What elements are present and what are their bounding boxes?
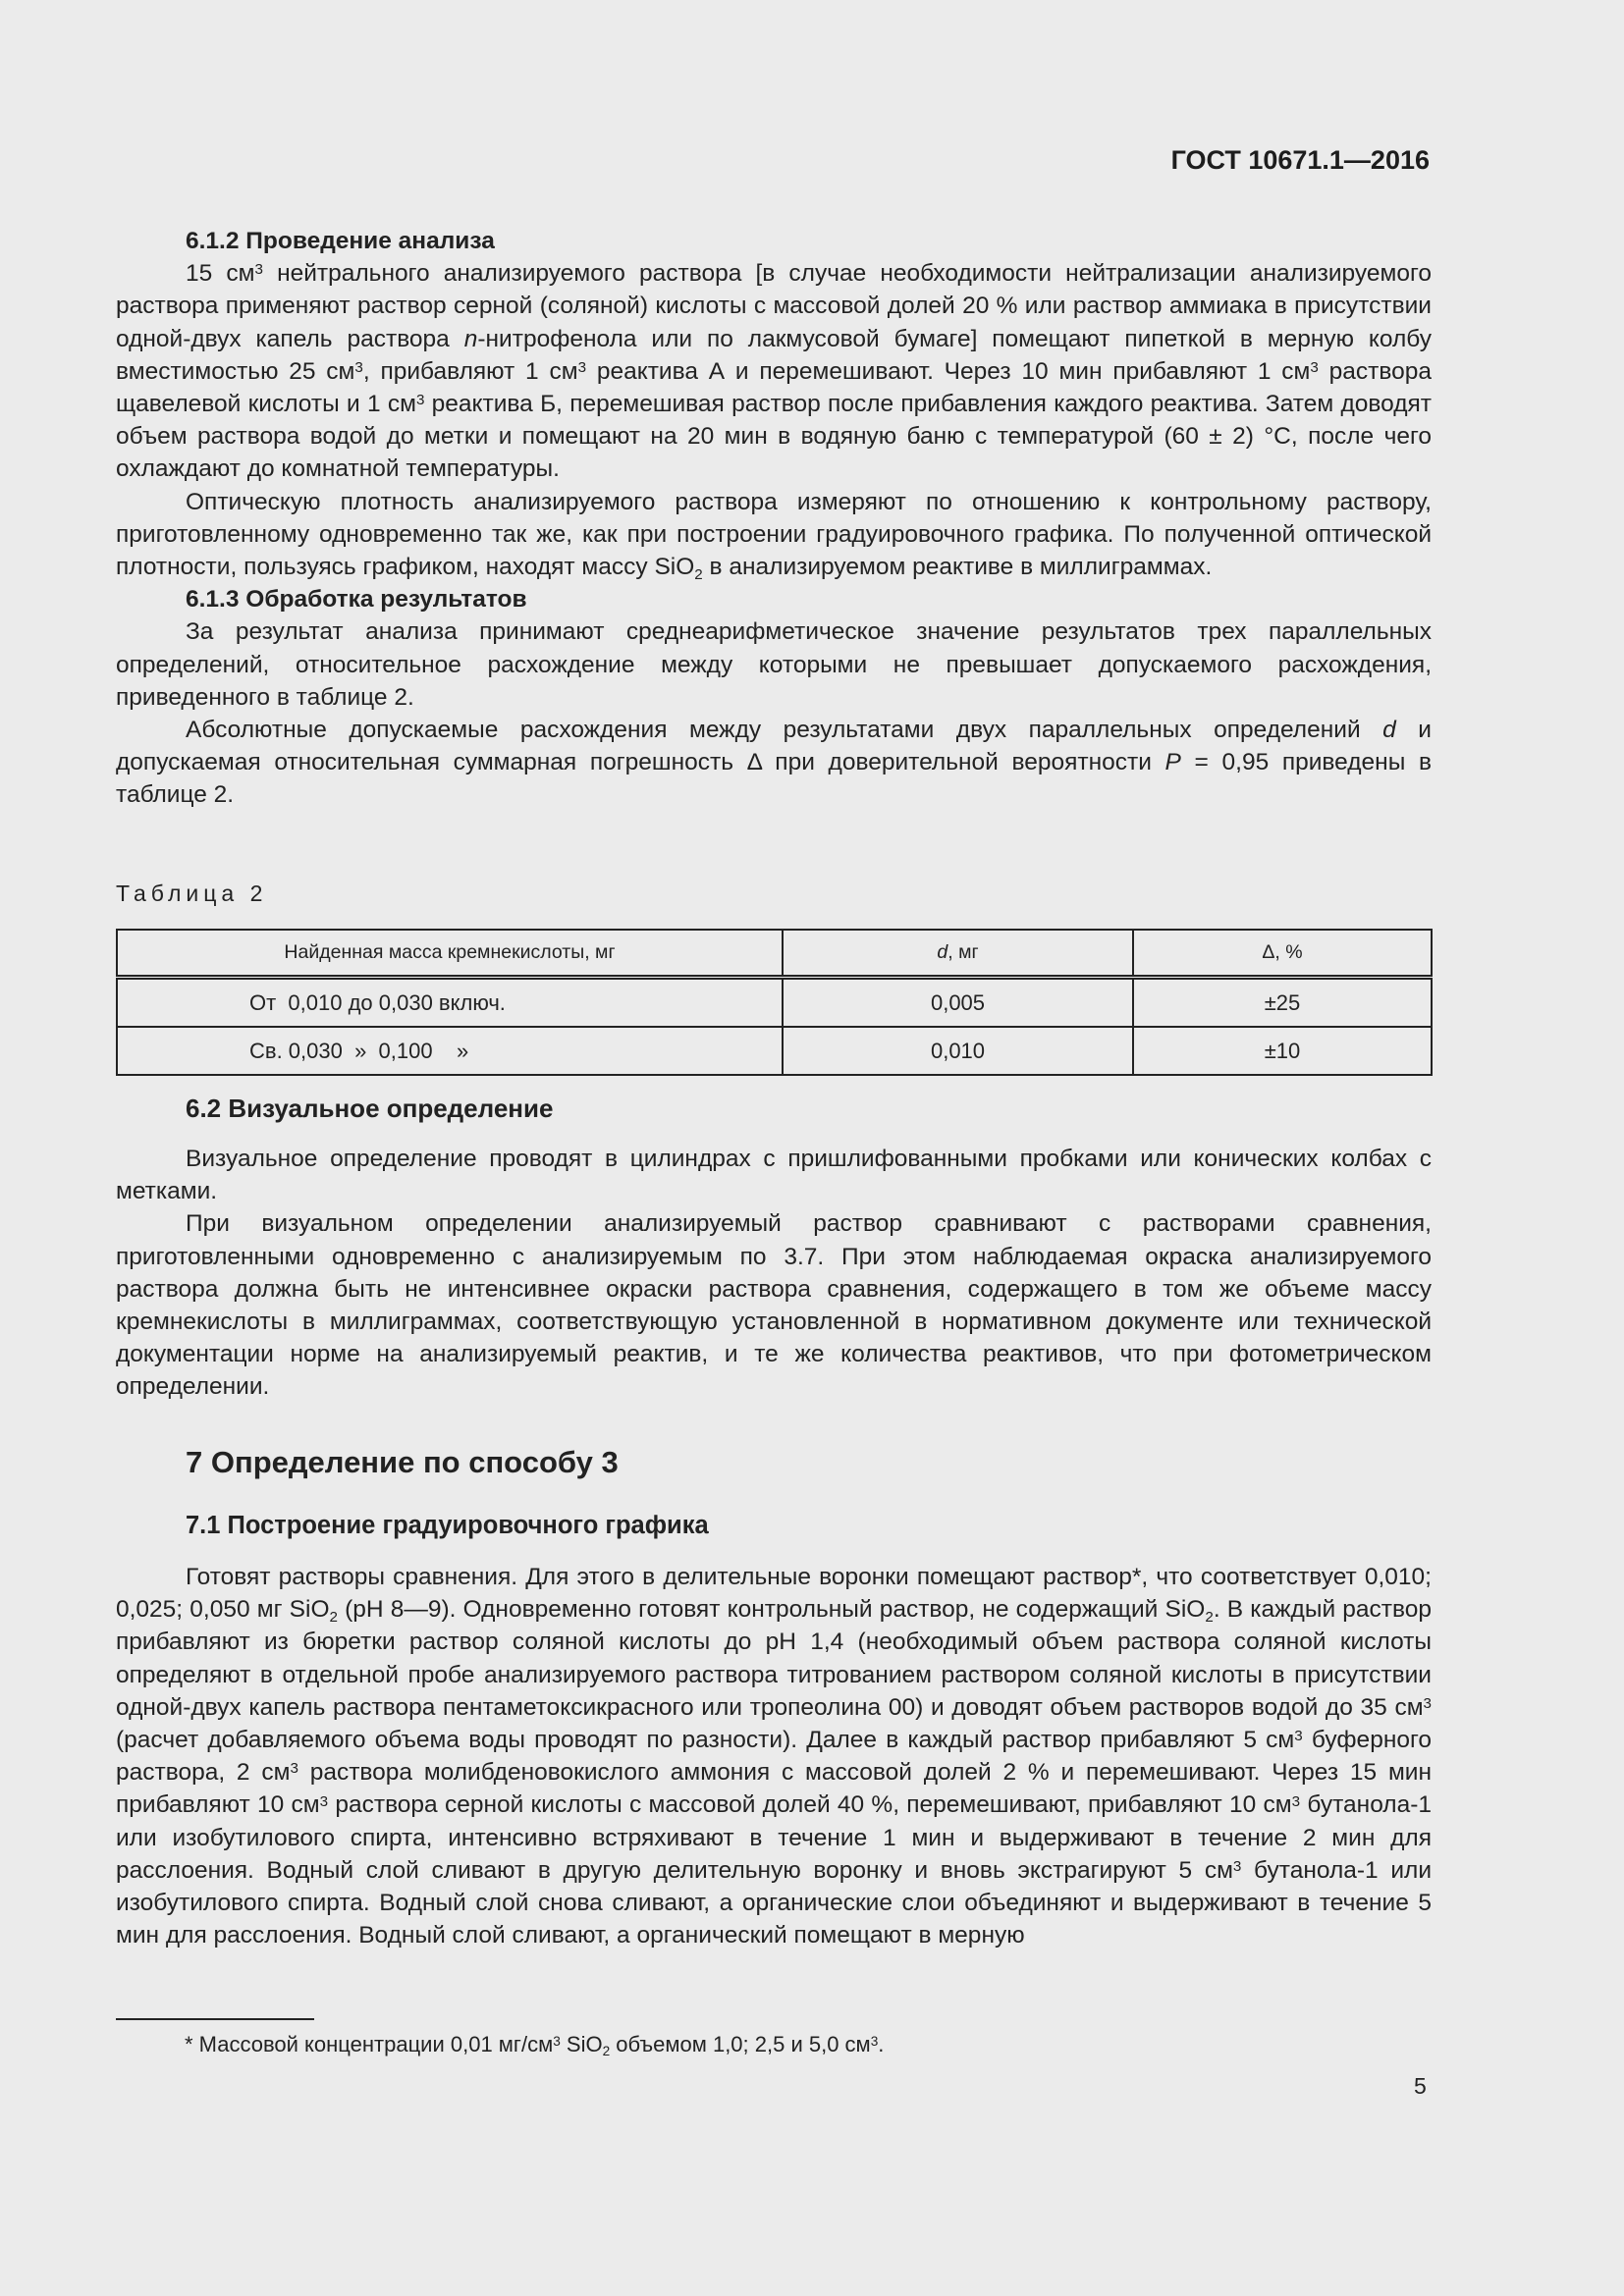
table-cell: ±10 xyxy=(1133,1027,1432,1075)
section-6-2-paragraph-1: Визуальное определение проводят в цилиндрах с пришлифованными пробками или конических колбах с метками. xyxy=(116,1146,1432,1205)
header-delta: Δ, % xyxy=(1133,930,1432,978)
table-caption: Таблица 2 xyxy=(116,881,268,906)
section-7-1-title: 7.1 Построение градуировочного графика xyxy=(186,1512,709,1539)
section-6-1-3-title: 6.1.3 Обработка результатов xyxy=(186,586,527,614)
table-cell: ±25 xyxy=(1133,978,1432,1028)
section-6-1-2-paragraph-1: 15 $см^3$ нейтрального анализируемого раствора [в случае необходимости нейтрализации анализируемого раствора применяют раствор серной (соляной) кислоты с массовой долей 20 % или раствор аммиака в присутствии одной-двух капель раствора n-нитрофенола или по лакмусовой бумаге] помещают пипеткой в мерную колбу вместимостью 25 $см^3$, прибавляют 1 $см^3$ реактива А и перемешивают. Через 10 мин прибавляют 1 $см^3$ раствора щавелевой кислоты и 1 $см^3$ реактива Б, перемешивая раствор после прибавления каждого реактива. Затем доводят объем раствора водой до метки и помещают на 20 мин в водяную баню с температурой (60 ± 2) °С, после чего охлаждают до комнатной температуры. xyxy=(116,260,1433,483)
section-6-1-3-paragraph-1: За результат анализа принимают среднеарифметическое значение результатов трех параллельных определений, относительное расхождение между которыми не превышает допускаемого расхождения, приведенного в таблице 2. xyxy=(116,618,1432,711)
table-row xyxy=(117,1027,1432,1075)
header-mass: Найденная масса кремнекислоты, мг xyxy=(117,930,783,978)
table-row xyxy=(117,978,1432,1028)
table-cell: 0,010 xyxy=(783,1027,1133,1075)
table-header-row xyxy=(117,930,1432,978)
table-cell: Св. 0,030 » 0,100 » xyxy=(117,1027,783,1075)
section-7-1-paragraph-1: Готовят растворы сравнения. Для этого в делительные воронки помещают раствор*, что соответствует 0,010; 0,025; 0,050 мг SiO$_2$ (рН 8—9). Одновременно готовят контрольный раствор, не содержащий SiO$_2$. В каждый раствор прибавляют из бюретки раствор соляной кислоты до рН 1,4 (необходимый объем раствора соляной кислоты определяют в отдельной пробе анализируемого раствора титрованием раствором соляной кислоты в присутствии одной-двух капель раствора пентаметоксикрасного или тропеолина 00) и доводят объем растворов водой до 35 $см^3$ (расчет добавляемого объема воды проводят по разности). Далее в каждый раствор прибавляют 5 $см^3$ буферного раствора, 2 $см^3$ раствора молибденовокислого аммония с массовой долей 2 % и перемешивают. Через 15 мин прибавляют 10 $см^3$ раствора серной кислоты с массовой долей 40 %, перемешивают, прибавляют 10 $см^3$ бутанола-1 или изобутилового спирта, интенсивно встряхивают в течение 1 мин и выдерживают в течение 2 мин для расслоения. Водный слой сливают в другую делительную воронку и вновь экстрагируют 5 $см^3$ бутанола-1 или изобутилового спирта. Водный слой снова сливают, а органические слои объединяют и выдерживают в течение 5 мин для расслоения. Водный слой сливают, а органический помещают в мерную xyxy=(116,1564,1433,1949)
document-id: ГОСТ 10671.1—2016 xyxy=(1170,145,1430,175)
section-6-1-2-paragraph-2: Оптическую плотность анализируемого раствора измеряют по отношению к контрольному раствору, приготовленному одновременно так же, как при построении градуировочного графика. По полученной оптической плотности, пользуясь графиком, находят массу SiO$_2$ в анализируемом реактиве в миллиграммах. xyxy=(116,488,1432,583)
footnote-divider xyxy=(116,2018,314,2020)
section-7-title: 7 Определение по способу 3 xyxy=(186,1445,619,1479)
text-block-7-1 xyxy=(116,1561,1432,1951)
tolerance-table xyxy=(116,929,1433,1076)
footnote: * Массовой концентрации 0,01 $мг/см^3$ SiO$_2$ объемом 1,0; 2,5 и 5,0 $см^3$. xyxy=(185,2032,885,2059)
page-number: 5 xyxy=(1414,2073,1427,2099)
text-block-6-1 xyxy=(116,225,1432,812)
section-6-2-title: 6.2 Визуальное определение xyxy=(186,1094,554,1123)
header-d: d, мг xyxy=(783,930,1133,978)
table-cell: 0,005 xyxy=(783,978,1133,1028)
section-6-1-3-paragraph-2: Абсолютные допускаемые расхождения между результатами двух параллельных определений d и допускаемая относительная суммарная погрешность Δ при доверительной вероятности Р = 0,95 приведены в таблице 2. xyxy=(116,717,1432,809)
text-block-6-2 xyxy=(116,1143,1432,1404)
table-cell: От 0,010 до 0,030 включ. xyxy=(117,978,783,1028)
section-6-2-paragraph-2: При визуальном определении анализируемый раствор сравнивают с растворами сравнения, приготовленными одновременно с анализируемым по 3.7. При этом наблюдаемая окраска анализируемого раствора должна быть не интенсивнее окраски раствора сравнения, содержащего в том же объеме массу кремнекислоты в миллиграммах, соответствующую установленной в нормативном документе или технической документации норме на анализируемый реактив, и те же количества реактивов, что при фотометрическом определении. xyxy=(116,1210,1432,1401)
section-6-1-2-title: 6.1.2 Проведение анализа xyxy=(186,228,495,254)
